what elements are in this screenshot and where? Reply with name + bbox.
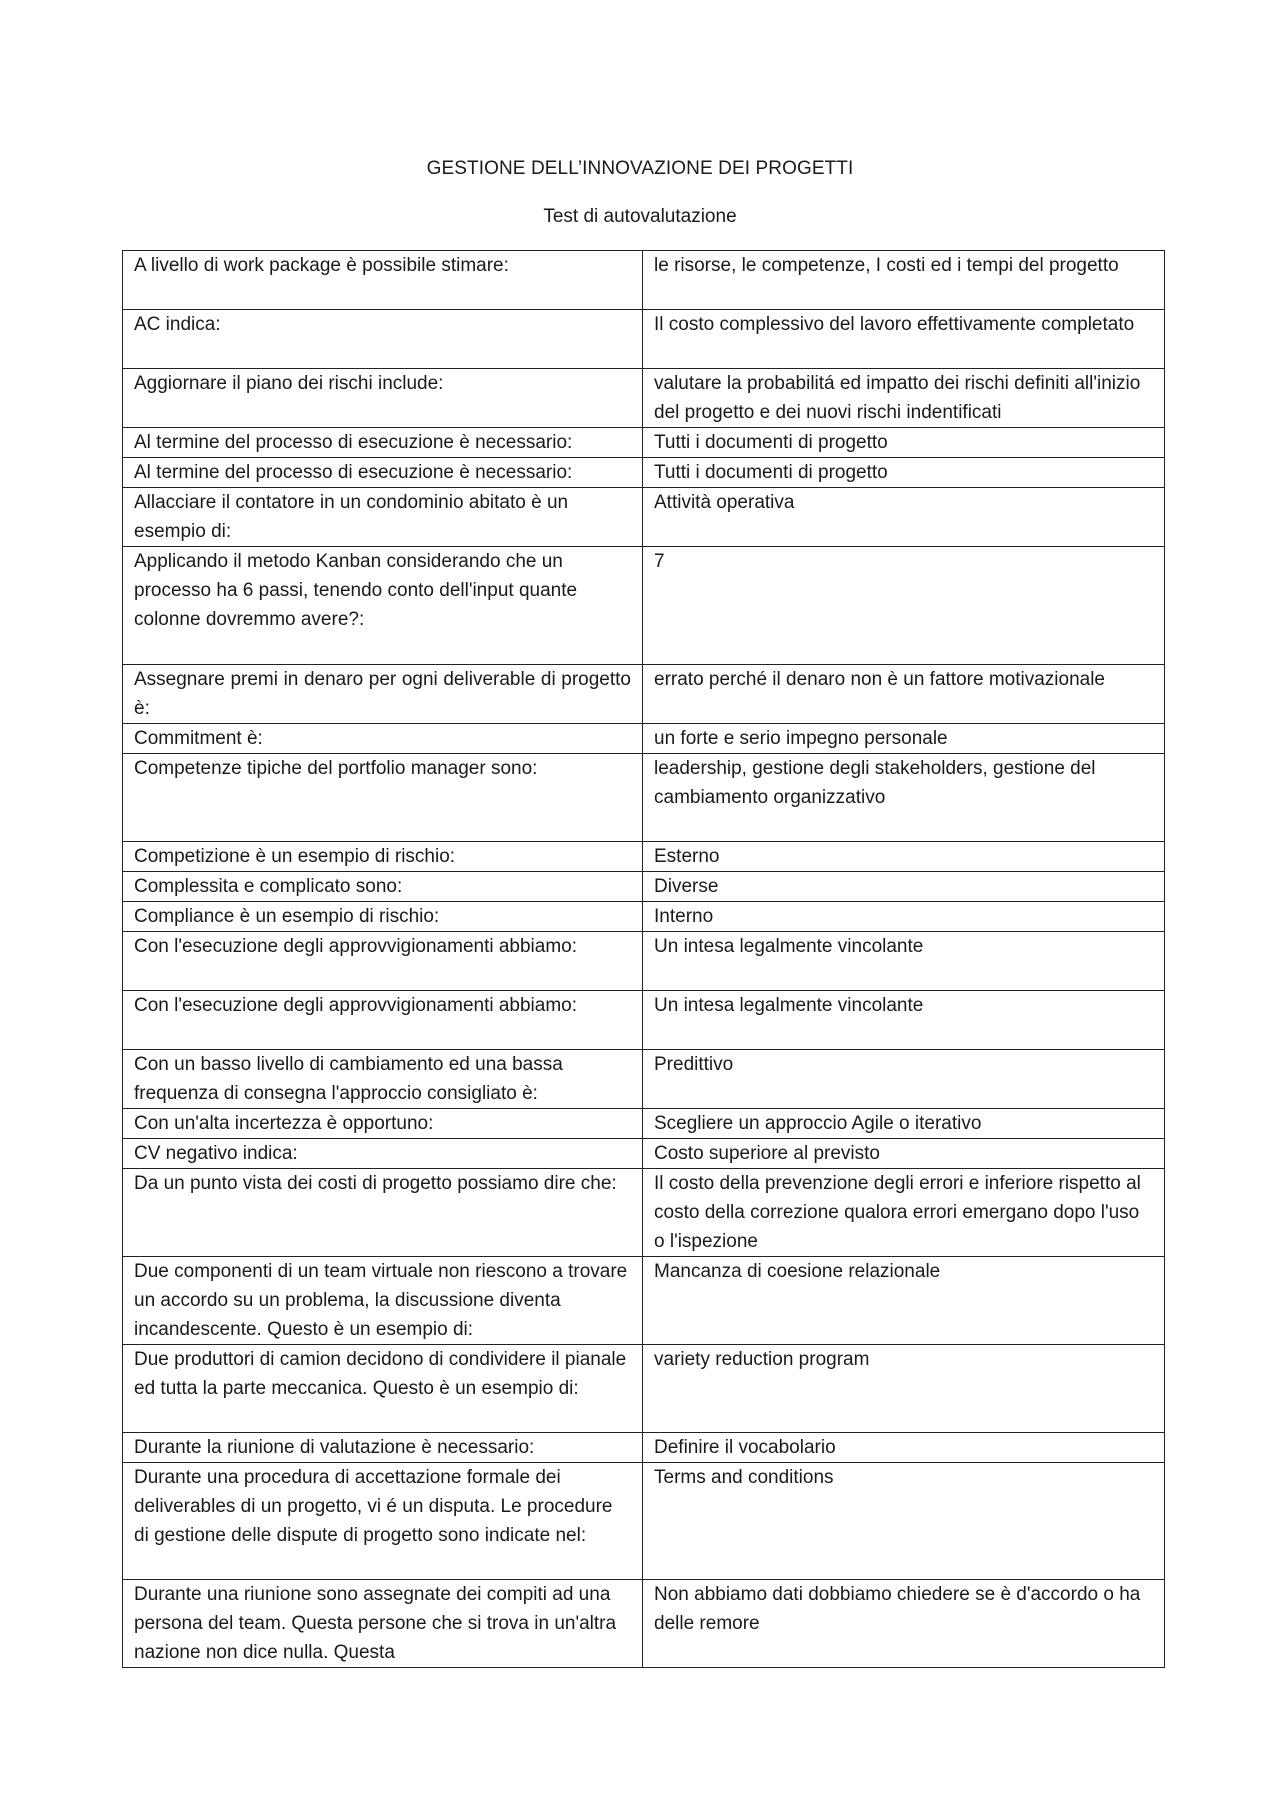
table-row bbox=[123, 369, 1165, 428]
table-row bbox=[123, 842, 1165, 872]
document-subtitle: Test di autovalutazione bbox=[543, 206, 737, 227]
question-cell: Al termine del processo di esecuzione è necessario: bbox=[123, 458, 643, 488]
answer-cell: leadership, gestione degli stakeholders, gestione del cambiamento organizzativo bbox=[643, 754, 1165, 842]
answer-cell: valutare la probabilitá ed impatto dei rischi definiti all'inizio del progetto e dei nuovi rischi indentificati bbox=[643, 369, 1165, 428]
table-row bbox=[123, 1433, 1165, 1463]
table-row bbox=[123, 251, 1165, 310]
answer-cell: Attività operativa bbox=[643, 488, 1165, 547]
answer-cell: Mancanza di coesione relazionale bbox=[643, 1257, 1165, 1345]
table-row bbox=[123, 754, 1165, 842]
document-title: GESTIONE DELL’INNOVAZIONE DEI PROGETTI bbox=[426, 158, 854, 179]
answer-cell: Predittivo bbox=[643, 1050, 1165, 1109]
question-cell: Durante una procedura di accettazione formale dei deliverables di un progetto, vi é un disputa. Le procedure di gestione delle dispute di progetto sono indicate nel: bbox=[123, 1463, 643, 1580]
answer-cell: Scegliere un approccio Agile o iterativo bbox=[643, 1109, 1165, 1139]
question-cell: Complessita e complicato sono: bbox=[123, 872, 643, 902]
table-row bbox=[123, 1109, 1165, 1139]
question-cell: Compliance è un esempio di rischio: bbox=[123, 902, 643, 932]
question-cell: Al termine del processo di esecuzione è necessario: bbox=[123, 428, 643, 458]
table-row bbox=[123, 902, 1165, 932]
answer-cell: variety reduction program bbox=[643, 1345, 1165, 1433]
table-row bbox=[123, 932, 1165, 991]
table-row bbox=[123, 488, 1165, 547]
question-cell: Due produttori di camion decidono di condividere il pianale ed tutta la parte meccanica. Questo è un esempio di: bbox=[123, 1345, 643, 1433]
table-row bbox=[123, 547, 1165, 665]
answer-cell: Interno bbox=[643, 902, 1165, 932]
answer-cell: 7 bbox=[643, 547, 1165, 665]
question-cell: Competenze tipiche del portfolio manager sono: bbox=[123, 754, 643, 842]
table-row bbox=[123, 991, 1165, 1050]
answer-cell: Tutti i documenti di progetto bbox=[643, 458, 1165, 488]
question-cell: Durante una riunione sono assegnate dei compiti ad una persona del team. Questa persone che si trova in un'altra nazione non dice nulla. Questa bbox=[123, 1580, 643, 1668]
table-row bbox=[123, 665, 1165, 724]
table-row bbox=[123, 1580, 1165, 1668]
answer-cell: Il costo complessivo del lavoro effettivamente completato bbox=[643, 310, 1165, 369]
question-cell: Durante la riunione di valutazione è necessario: bbox=[123, 1433, 643, 1463]
qa-table bbox=[122, 250, 1165, 1668]
question-cell: Competizione è un esempio di rischio: bbox=[123, 842, 643, 872]
table-row bbox=[123, 310, 1165, 369]
answer-cell: un forte e serio impegno personale bbox=[643, 724, 1165, 754]
answer-cell: errato perché il denaro non è un fattore motivazionale bbox=[643, 665, 1165, 724]
question-cell: Da un punto vista dei costi di progetto possiamo dire che: bbox=[123, 1169, 643, 1257]
answer-cell: Non abbiamo dati dobbiamo chiedere se è d'accordo o ha delle remore bbox=[643, 1580, 1165, 1668]
question-cell: Aggiornare il piano dei rischi include: bbox=[123, 369, 643, 428]
question-cell: Applicando il metodo Kanban considerando che un processo ha 6 passi, tenendo conto dell'input quante colonne dovremmo avere?: bbox=[123, 547, 643, 665]
question-cell: Con l'esecuzione degli approvvigionamenti abbiamo: bbox=[123, 991, 643, 1050]
question-cell: Con un'alta incertezza è opportuno: bbox=[123, 1109, 643, 1139]
table-row bbox=[123, 1050, 1165, 1109]
table-row bbox=[123, 872, 1165, 902]
table-row bbox=[123, 458, 1165, 488]
question-cell: CV negativo indica: bbox=[123, 1139, 643, 1169]
question-cell: Allacciare il contatore in un condominio abitato è un esempio di: bbox=[123, 488, 643, 547]
question-cell: AC indica: bbox=[123, 310, 643, 369]
question-cell: Due componenti di un team virtuale non riescono a trovare un accordo su un problema, la discussione diventa incandescente. Questo è un esempio di: bbox=[123, 1257, 643, 1345]
answer-cell: le risorse, le competenze, I costi ed i tempi del progetto bbox=[643, 251, 1165, 310]
answer-cell: Costo superiore al previsto bbox=[643, 1139, 1165, 1169]
question-cell: Con l'esecuzione degli approvvigionamenti abbiamo: bbox=[123, 932, 643, 991]
answer-cell: Definire il vocabolario bbox=[643, 1433, 1165, 1463]
answer-cell: Diverse bbox=[643, 872, 1165, 902]
answer-cell: Un intesa legalmente vincolante bbox=[643, 991, 1165, 1050]
question-cell: Commitment è: bbox=[123, 724, 643, 754]
table-row bbox=[123, 1257, 1165, 1345]
question-cell: A livello di work package è possibile stimare: bbox=[123, 251, 643, 310]
answer-cell: Il costo della prevenzione degli errori e inferiore rispetto al costo della correzione qualora errori emergano dopo l'uso o l'ispezione bbox=[643, 1169, 1165, 1257]
table-row bbox=[123, 1169, 1165, 1257]
question-cell: Assegnare premi in denaro per ogni deliverable di progetto è: bbox=[123, 665, 643, 724]
table-row bbox=[123, 1345, 1165, 1433]
answer-cell: Tutti i documenti di progetto bbox=[643, 428, 1165, 458]
answer-cell: Terms and conditions bbox=[643, 1463, 1165, 1580]
table-row bbox=[123, 428, 1165, 458]
answer-cell: Esterno bbox=[643, 842, 1165, 872]
table-row bbox=[123, 1463, 1165, 1580]
table-row bbox=[123, 724, 1165, 754]
question-cell: Con un basso livello di cambiamento ed una bassa frequenza di consegna l'approccio consigliato è: bbox=[123, 1050, 643, 1109]
answer-cell: Un intesa legalmente vincolante bbox=[643, 932, 1165, 991]
table-row bbox=[123, 1139, 1165, 1169]
